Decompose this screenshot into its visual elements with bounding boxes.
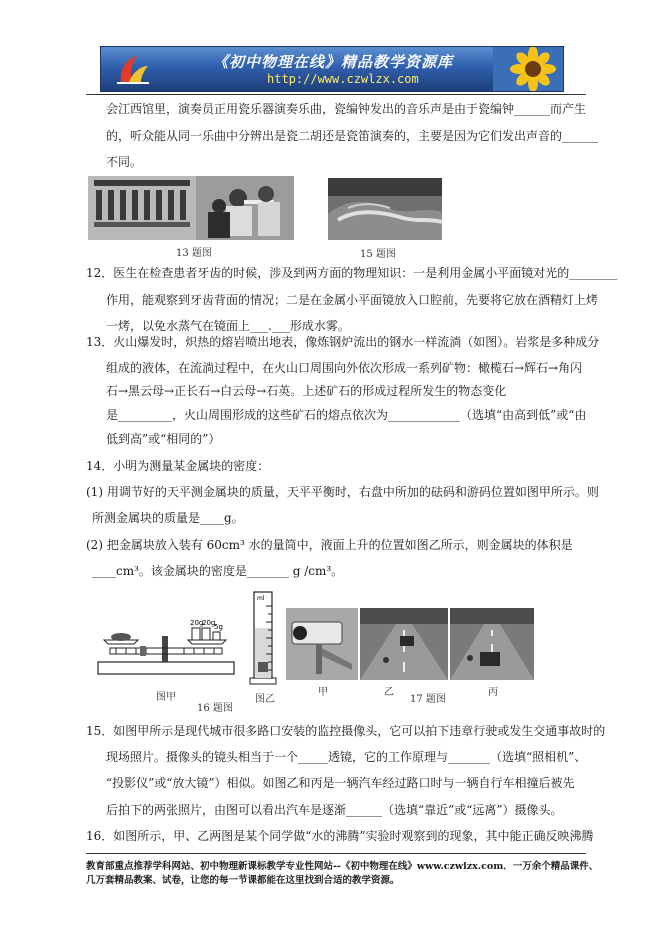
- text-line: 现场照片。摄像头的镜头相当于一个_____透镜，它的工作原理与_______（选填“照相机”、: [106, 750, 587, 764]
- text-line: 低到高”或“相同的”）: [106, 432, 221, 446]
- fig-jia-caption: 图甲: [156, 692, 176, 703]
- fig17-caption: 17 题图: [410, 694, 446, 705]
- traffic-photo-yi: [360, 608, 448, 680]
- banner-title: 《初中物理在线》精品教学资源库: [213, 53, 454, 71]
- cam-yi-caption: 乙: [384, 687, 394, 698]
- text-line: 14．小明为测量某金属块的密度：: [86, 459, 270, 473]
- fig13-caption: 13 题图: [176, 248, 212, 259]
- text-line: (2) 把金属块放入装有 60cm³ 水的量筒中，液面上升的位置如图乙所示，则金属块的体积是: [86, 538, 573, 552]
- cylinder-diagram: [246, 588, 280, 688]
- weight-label-1: 20g: [190, 619, 204, 627]
- fig16-caption: 16 题图: [197, 703, 233, 714]
- cylinder-unit: ml: [257, 595, 265, 602]
- text-line: 的，听众能从同一乐曲中分辨出是瓷二胡还是瓷笛演奏的，主要是因为它们发出声音的______: [106, 129, 599, 143]
- footer-line-2: 几万套精品教案、试卷，让您的每一节课都能在这里找到合适的教学资源。: [86, 875, 400, 886]
- text-line: 是_________，火山周围形成的这些矿石的熔点依次为____________（选填“由高到低”或“由: [106, 408, 587, 422]
- fig13-photo: [88, 176, 294, 240]
- text-line: 15．如图甲所示是现代城市很多路口安装的监控摄像头，它可以拍下违章行驶或发生交通事故时的: [86, 724, 606, 738]
- text-line: 一烤，以免水蒸气在镜面上___.___形成水雾。: [106, 319, 350, 333]
- weight-label-3: 5g: [214, 623, 223, 631]
- weight-label-2: 20g: [202, 619, 216, 627]
- cam-jia-caption: 甲: [318, 687, 328, 698]
- header-rule: [86, 94, 586, 95]
- fig15-photo: [328, 178, 442, 240]
- text-line: 不同。: [106, 155, 143, 169]
- text-line: 12．医生在检查患者牙齿的时候，涉及到两方面的物理知识：一是利用金属小平面镜对光的________: [86, 266, 618, 280]
- footer-line-1: 教育部重点推荐学科网站、初中物理新课标教学专业性网站--《初中物理在线》www.czwlzx.com．一万余个精品课件、: [86, 861, 599, 872]
- header-banner: [100, 46, 564, 92]
- cam-bing-caption: 丙: [488, 687, 498, 698]
- text-line: 所测金属块的质量是____g。: [92, 511, 244, 525]
- text-line: 后拍下的两张照片，由图可以看出汽车是逐渐______（选填“靠近”或“远离”）摄像头。: [106, 803, 563, 817]
- site-logo-icon: [115, 52, 151, 86]
- text-line: 会江西馆里，演奏员正用瓷乐器演奏乐曲，瓷编钟发出的音乐声是由于瓷编钟______而产生: [106, 102, 587, 116]
- text-line: 组成的液体，在流淌过程中，在火山口周围向外依次形成一系列矿物：橄榄石→辉石→角闪: [106, 361, 583, 375]
- text-line: (1) 用调节好的天平测金属块的质量，天平平衡时，右盘中所加的砝码和游码位置如图甲所示。则: [86, 485, 599, 499]
- text-line: 16．如图所示，甲、乙两图是某个同学做“水的沸腾”实验时观察到的现象，其中能正确反映沸腾: [86, 829, 594, 843]
- text-line: ____cm³。该金属块的密度是_______ g /cm³。: [92, 564, 344, 578]
- text-line: 作用，能观察到牙齿背面的情况；二是在金属小平面镜放入口腔前，先要将它放在酒精灯上烤: [106, 293, 599, 307]
- banner-url[interactable]: http://www.czwlzx.com: [267, 72, 419, 86]
- text-line: 13．火山爆发时，炽热的熔岩喷出地表，像炼钢炉流出的钢水一样流淌（如图）。岩浆是多种成分: [86, 335, 600, 349]
- fig-yi-caption: 图乙: [255, 694, 275, 705]
- fig15-caption: 15 题图: [360, 249, 396, 260]
- balance-diagram: [96, 610, 236, 678]
- footer-rule: [86, 853, 586, 854]
- text-line: 石→黑云母→正长石→白云母→石英。上述矿石的形成过程所发生的物态变化: [106, 384, 507, 398]
- traffic-photo-bing: [450, 608, 534, 680]
- camera-photo: [286, 608, 358, 680]
- sunflower-icon: [493, 47, 563, 91]
- text-line: “投影仪”或“放大镜”）相似。如图乙和丙是一辆汽车经过路口时与一辆自行车相撞后被先: [106, 776, 575, 790]
